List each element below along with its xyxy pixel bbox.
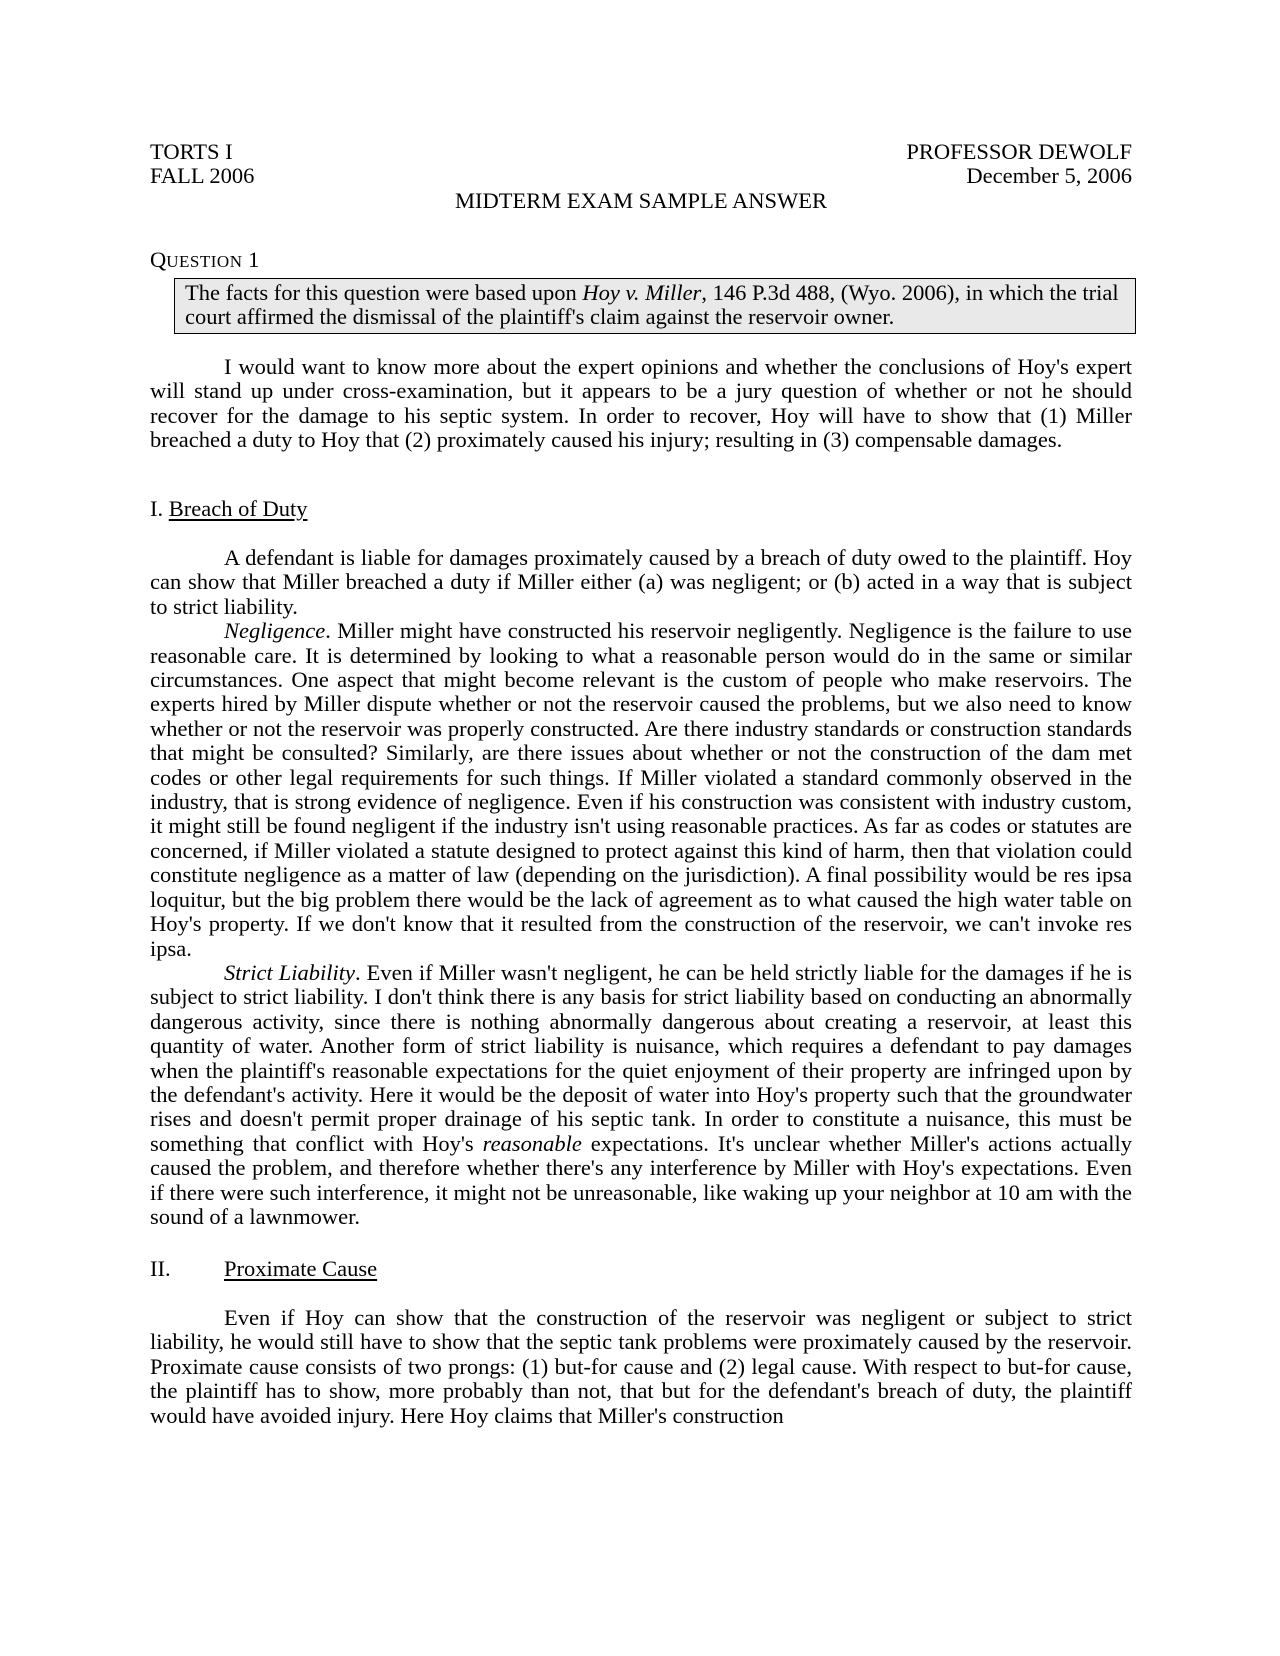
section-1-numeral: I. [150,496,164,521]
section-1-title: Breach of Duty [168,496,308,521]
section-1-heading [150,497,307,521]
question-number: 1 [248,247,260,272]
header-row-1 [150,140,1132,164]
facts-box [174,278,1136,334]
strict-liability-text-a: . Even if Miller wasn't negligent, he can be held strictly liable for the damages if he is subject to strict liability. I don't think there is any basis for strict liability based on conducting an abnormally dangerous activity, since there is nothing abnormally dangerous about creating a reservoir, at least this quantity of water. Another form of strict liability is nuisance, which requires a defendant to pay damages when the plaintiff's reasonable expectations for the quiet enjoyment of their property are infringed upon by the defendant's activity. Here it would be the deposit of water into Hoy's property such that the groundwater rises and doesn't permit proper drainage of his septic tank. In order to constitute a nuisance, this must be something that conflict with Hoy's [150,959,1132,1156]
section-2-heading [150,1257,377,1281]
facts-text-pre: The facts for this question were based upon [185,280,583,305]
intro-paragraph: I would want to know more about the expert opinions and whether the conclusions of Hoy's expert will stand up under cross-examination, but it appears to be a jury question of whether or not he should recover for the damage to his septic system. In order to recover, Hoy will have to show that (1) Miller breached a duty to Hoy that (2) proximately caused his injury; resulting in (3) compensable damages. [150,354,1132,453]
exam-date: December 5, 2006 [966,163,1132,189]
question-label-initial: Q [150,247,167,272]
negligence-paragraph [150,619,1132,961]
negligence-text: . Miller might have constructed his reservoir negligently. Negligence is the failure to use reasonable care. It is determined by looking to what a reasonable person would do in the same or similar circumstances. One aspect that might become relevant is the custom of people who make reservoirs. The experts hired by Miller dispute whether or not the reservoir caused the problems, but we also need to know whether or not the reservoir was properly constructed. Are there industry standards or construction standards that might be consulted? Similarly, are there issues about whether or not the construction of the dam met codes or other legal requirements for such things. If Miller violated a standard commonly observed in the industry, that is strong evidence of negligence. Even if his construction was consistent with industry custom, it might still be found negligent if the industry isn't using reasonable practices. As far as codes or statutes are concerned, if Miller violated a statute designed to protect against this kind of harm, then that violation could constitute negligence as a matter of law (depending on the jurisdiction). A final possibility would be res ipsa loquitur, but the big problem there would be the lack of agreement as to what caused the high water table on Hoy's property. If we don't know that it resulted from the construction of the reservoir, we can't invoke res ipsa. [150,618,1132,961]
professor-name: PROFESSOR DEWOLF [906,139,1132,164]
section-2-numeral: II. [150,1256,171,1281]
case-citation: Hoy v. Miller [582,280,702,305]
question-label-rest: UESTION [166,252,243,271]
strict-liability-paragraph [150,961,1132,1229]
breach-paragraph: A defendant is liable for damages proximately caused by a breach of duty owed to the plaintiff. Hoy can show that Miller breached a duty if Miller either (a) was negligent; or (b) acted in a way that is subject to strict liability. [150,545,1132,619]
facts-text-post: , 146 P.3d 488, (Wyo. 2006), in which the trial court affirmed the dismissal of the plaintiff's claim against the reservoir owner. [185,280,1119,330]
course-name: TORTS I [150,139,233,164]
proximate-cause-paragraph: Even if Hoy can show that the construction of the reservoir was negligent or subject to strict liability, he would still have to show that the septic tank problems were proximately caused by the reservoir. Proximate cause consists of two prongs: (1) but-for cause and (2) legal cause. With respect to but-for cause, the plaintiff has to show, more probably than not, that but for the defendant's breach of duty, the plaintiff would have avoided injury. Here Hoy claims that Miller's construction [150,1305,1132,1428]
reasonable-emphasis: reasonable [482,1130,582,1156]
header-row-2 [150,164,1132,188]
term: FALL 2006 [150,163,255,189]
strict-liability-label: Strict Liability [224,959,355,985]
question-label [150,248,259,274]
document-header [150,140,1132,213]
section-2-title: Proximate Cause [224,1256,378,1281]
section-1-body [150,546,1132,1229]
document-title: MIDTERM EXAM SAMPLE ANSWER [455,187,827,213]
negligence-label: Negligence [224,618,326,644]
strict-liability-text-b: expectations. It's unclear whether Miller's actions actually caused the problem, and therefore whether there's any interference by Miller with Hoy's expectations. Even if there were such interference, it might not be unreasonable, like waking up your neighbor at 10 am with the sound of a lawnmower. [150,1130,1132,1229]
